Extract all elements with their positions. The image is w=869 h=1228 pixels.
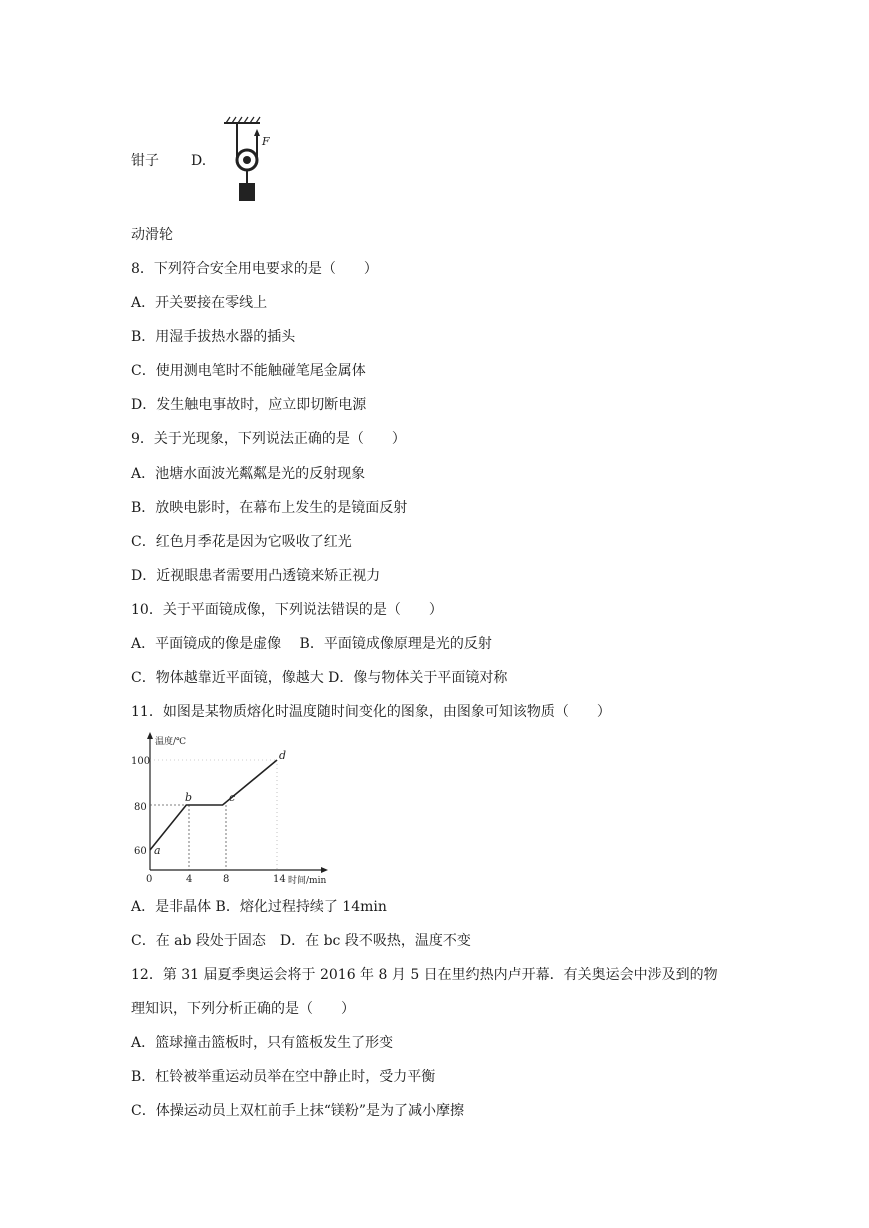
y-axis-arrow (147, 732, 153, 739)
q9-option-a: A．池塘水面波光粼粼是光的反射现象 (131, 466, 366, 482)
q8-option-d: D．发生触电事故时，应立即切断电源 (131, 397, 367, 413)
q9-stem: 9．关于光现象，下列说法正确的是（ ） (131, 431, 406, 447)
q9-option-d: D．近视眼患者需要用凸透镜来矫正视力 (131, 568, 381, 584)
q10-options-ab: A．平面镜成的像是虚像 B．平面镜成像原理是光的反射 (131, 636, 492, 652)
melting-curve-chart (128, 730, 338, 890)
temperature-curve (150, 760, 277, 850)
x-tick-4: 4 (186, 874, 193, 885)
q12-stem-line1: 12．第 31 届夏季奥运会将于 2016 年 8 月 5 日在里约热内卢开幕．有关奥运会中涉及到的物 (131, 967, 718, 983)
point-label-b: b (185, 791, 193, 804)
y-axis-label: 温度/℃ (155, 737, 187, 747)
q10-options-cd: C．物体越靠近平面镜，像越大 D．像与物体关于平面镜对称 (131, 670, 508, 686)
q8-option-c: C．使用测电笔时不能触碰笔尾金属体 (131, 363, 366, 379)
q9-option-c: C．红色月季花是因为它吸收了红光 (131, 534, 352, 550)
movable-pulley-figure (220, 115, 280, 210)
x-tick-8: 8 (223, 874, 230, 885)
q12-option-b: B．杠铃被举重运动员举在空中静止时，受力平衡 (131, 1069, 436, 1085)
x-tick-0: 0 (146, 874, 153, 885)
prev-option-tail: 钳子 (131, 153, 159, 169)
q12-option-c: C．体操运动员上双杠前手上抹“镁粉”是为了减小摩擦 (131, 1103, 465, 1119)
point-label-c: c (229, 791, 236, 804)
q8-option-b: B．用湿手拔热水器的插头 (131, 329, 296, 345)
option-d-label: D. (191, 153, 207, 169)
q11-options-cd: C．在 ab 段处于固态 D．在 bc 段不吸热，温度不变 (131, 933, 471, 949)
q11-stem: 11．如图是某物质熔化时温度随时间变化的图象，由图象可知该物质（ ） (131, 704, 611, 720)
point-label-d: d (279, 749, 287, 762)
q12-stem-line2: 理知识，下列分析正确的是（ ） (131, 1001, 355, 1017)
force-label: F (262, 135, 270, 148)
pulley-caption: 动滑轮 (131, 227, 173, 243)
q9-option-b: B．放映电影时，在幕布上发生的是镜面反射 (131, 500, 408, 516)
point-label-a: a (154, 844, 161, 857)
y-tick-60: 60 (134, 846, 147, 857)
q10-stem: 10．关于平面镜成像，下列说法错误的是（ ） (131, 602, 443, 618)
q8-stem: 8．下列符合安全用电要求的是（ ） (131, 261, 378, 277)
q11-options-ab: A．是非晶体 B．熔化过程持续了 14min (131, 899, 387, 915)
x-axis-arrow (321, 867, 328, 873)
x-axis-label: 时间/min (288, 876, 327, 886)
x-tick-14: 14 (273, 874, 286, 885)
y-tick-100: 100 (131, 756, 151, 767)
q12-option-a: A．篮球撞击篮板时，只有篮板发生了形变 (131, 1035, 394, 1051)
y-tick-80: 80 (134, 802, 147, 813)
q8-option-a: A．开关要接在零线上 (131, 295, 268, 311)
